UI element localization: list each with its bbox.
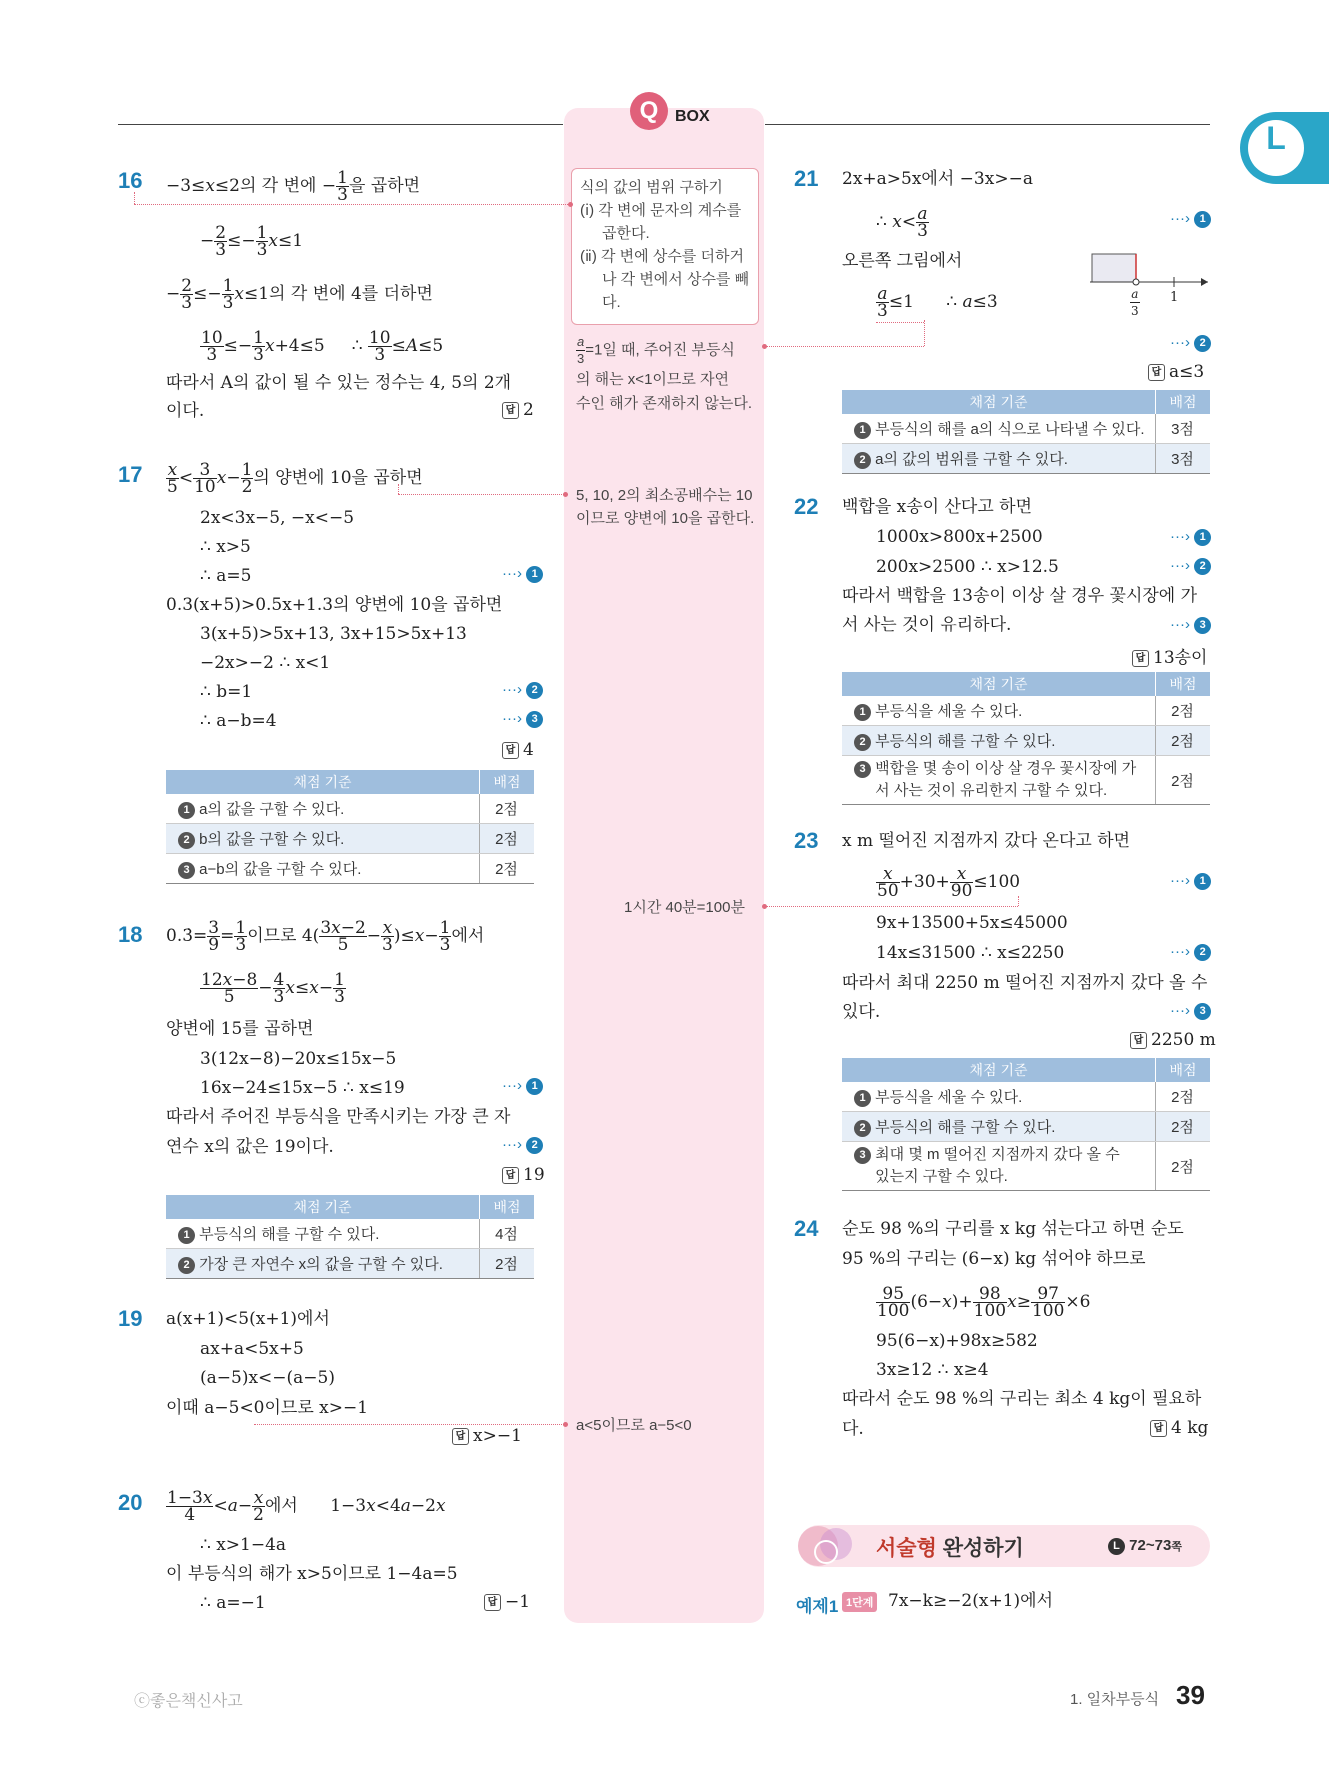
- side-note1-line4: 나 각 변에서 상수를 빼: [602, 271, 750, 288]
- rubric-row: 1 부등식의 해를 구할 수 있다. 4점: [166, 1219, 534, 1249]
- p23-answer: 답 2250 m: [1130, 1030, 1216, 1050]
- arrow-icon: [1201, 278, 1208, 286]
- rubric-header-score: 배점: [1156, 672, 1211, 696]
- banner-decoration-icon: [796, 1518, 866, 1574]
- p21-ref2: ···› 2: [1170, 334, 1211, 352]
- p19-line1: a(x+1)<5(x+1)에서: [166, 1309, 330, 1329]
- p22-ref2: ···› 2: [1170, 557, 1211, 575]
- side-note2-line1: $\frac{a}{3}$ =1일 때, 주어진 부등식: [577, 334, 735, 366]
- rubric-row: 2 b의 값을 구할 수 있다. 2점: [166, 824, 534, 854]
- leader-line: [134, 204, 570, 205]
- leader-line: [398, 494, 568, 495]
- p17-rubric: [166, 770, 534, 884]
- leader-line: [766, 346, 924, 347]
- rubric-row: 2 a의 값의 범위를 구할 수 있다. 3점: [842, 444, 1210, 474]
- p23-rubric: [842, 1058, 1210, 1191]
- side-note5: a<5이므로 a−5<0: [576, 1417, 692, 1434]
- p23-line4: 14x≤31500 ∴ x≤2250: [876, 943, 1065, 963]
- p24-line6: 따라서 순도 98 %의 구리는 최소 4 kg이 필요하: [842, 1389, 1202, 1409]
- p24-line2: 95 %의 구리는 (6−x) kg 섞어야 하므로: [842, 1249, 1146, 1269]
- p19-answer: 답 x>−1: [452, 1426, 522, 1446]
- problem-number-18: 18: [118, 922, 143, 947]
- side-note3-line2: 이므로 양변에 10을 곱한다.: [576, 510, 755, 527]
- leader-line: [766, 906, 1018, 907]
- p18-ref1: ···› 1: [502, 1077, 543, 1095]
- p18-line6: 따라서 주어진 부등식을 만족시키는 가장 큰 자: [166, 1107, 511, 1127]
- p22-rubric: [842, 672, 1210, 805]
- problem-number-24: 24: [794, 1216, 819, 1241]
- p17-line6: 3(x+5)>5x+13, 3x+15>5x+13: [200, 624, 467, 644]
- p18-line2: $\frac{12x-8}{5}$ − $\frac{4}{3}$ x≤x− $\frac{1}{3}$: [201, 970, 345, 1007]
- rubric-header-criteria: 채점 기준: [166, 770, 480, 794]
- rubric-header-criteria: 채점 기준: [842, 390, 1156, 414]
- p17-ref3: ···› 3: [502, 710, 543, 728]
- p21-ref1: ···› 1: [1170, 210, 1211, 228]
- p23-ref2: ···› 2: [1170, 943, 1211, 961]
- tab-circle-icon: [1248, 120, 1304, 176]
- p22-line3: 200x>2500 ∴ x>12.5: [876, 557, 1059, 577]
- p16-answer: 답 2: [502, 400, 534, 420]
- side-note2-line2: 의 해는 x<1이므로 자연: [576, 371, 730, 388]
- page-number: 39: [1176, 1680, 1205, 1710]
- p22-ref3: ···› 3: [1170, 616, 1211, 634]
- problem-number-21: 21: [794, 166, 819, 191]
- problem-number-16: 16: [118, 168, 143, 193]
- rubric-header-criteria: 채점 기준: [842, 1058, 1156, 1082]
- p19-line3: (a−5)x<−(a−5): [200, 1368, 335, 1388]
- rubric-row: 1 부등식의 해를 a의 식으로 나타낼 수 있다. 3점: [842, 414, 1210, 444]
- answer-icon: 답: [1132, 650, 1149, 667]
- leader-line: [924, 320, 925, 346]
- banner-title: [876, 1532, 1024, 1562]
- p20-line1: $\frac{1-3x}{4}$ <a− $\frac{x}{2}$ 에서 1−3x<4a−2x: [167, 1488, 446, 1525]
- number-line-graph: [1090, 248, 1210, 320]
- side-note1-title: 식의 값의 범위 구하기: [580, 179, 723, 196]
- banner-ref-icon: L: [1108, 1538, 1125, 1555]
- open-point: [1133, 279, 1139, 285]
- rubric-header-criteria: 채점 기준: [166, 1195, 480, 1219]
- problem-number-22: 22: [794, 494, 819, 519]
- p23-line3: 9x+13500+5x≤45000: [876, 913, 1068, 933]
- leader-dot: [563, 1422, 568, 1427]
- p16-line2: − $\frac{2}{3}$ ≤− $\frac{1}{3}$ x≤1: [200, 223, 304, 260]
- leader-dot: [762, 344, 767, 349]
- p17-line2: 2x<3x−5, −x<−5: [200, 508, 355, 528]
- p24-answer: 답 4 kg: [1150, 1418, 1208, 1438]
- p19-line4: 이때 a−5<0이므로 x>−1: [166, 1398, 369, 1418]
- p17-ref2: ···› 2: [502, 681, 543, 699]
- rubric-row: 2 가장 큰 자연수 x의 값을 구할 수 있다. 2점: [166, 1249, 534, 1279]
- rubric-header-criteria: 채점 기준: [842, 672, 1156, 696]
- problem-number-23: 23: [794, 828, 819, 853]
- p18-line7: 연수 x의 값은 19이다.: [166, 1137, 334, 1157]
- leader-line: [134, 192, 135, 204]
- side-note3-line1: 5, 10, 2의 최소공배수는 10: [576, 487, 753, 504]
- p16-line5: 따라서 A의 값이 될 수 있는 정수는 4, 5의 2개: [166, 373, 512, 393]
- leader-line: [254, 1424, 568, 1425]
- p16-line3: − $\frac{2}{3}$ ≤− $\frac{1}{3}$ x≤1의 각 변에 4를 더하면: [166, 276, 433, 313]
- footer-copyright: ⓒ좋은책신사고: [134, 1693, 243, 1710]
- p23-ref1: ···› 1: [1170, 872, 1211, 890]
- p22-line1: 백합을 x송이 산다고 하면: [842, 497, 1033, 517]
- p17-line1: $\frac{x}{5}$ < $\frac{3}{10}$ x− $\frac{1}{2}$ 의 양변에 10을 곱하면: [167, 460, 423, 497]
- side-note1-line3: (ⅱ) 각 변에 상수를 더하거: [580, 248, 744, 265]
- p19-line2: ax+a<5x+5: [200, 1339, 304, 1359]
- p17-line8: ∴ b=1: [200, 682, 253, 702]
- answer-icon: 답: [502, 742, 519, 759]
- answer-icon: 답: [1130, 1032, 1147, 1049]
- p20-line2: ∴ x>1−4a: [200, 1535, 287, 1555]
- p16-line1: −3≤x≤2의 각 변에 − $\frac{1}{3}$ 을 곱하면: [166, 168, 421, 205]
- footer-chapter: 1. 일차부등식: [1070, 1691, 1160, 1708]
- rubric-row: 1 부등식을 세울 수 있다. 2점: [842, 1082, 1210, 1112]
- p21-rubric: [842, 390, 1210, 474]
- answer-icon: 답: [452, 1428, 469, 1445]
- p18-line1: 0.3̇= $\frac{3}{9}$ = $\frac{1}{3}$ 이므로 4( $\frac{3x-2}{5}$ − $\frac{x}{3}$ )≤x− $\frac{1}{3}$ 에서: [166, 918, 485, 955]
- banner-title-a: 서술형: [876, 1537, 937, 1560]
- p22-line5: 서 사는 것이 유리하다.: [842, 615, 1012, 635]
- rubric-row: 2 부등식의 해를 구할 수 있다. 2점: [842, 726, 1210, 756]
- rubric-header-score: 배점: [1156, 1058, 1211, 1082]
- p22-line4: 따라서 백합을 13송이 이상 살 경우 꽃시장에 가: [842, 586, 1198, 606]
- problem-number-19: 19: [118, 1306, 143, 1331]
- rubric-header-score: 배점: [480, 1195, 535, 1219]
- p18-line3: 양변에 15를 곱하면: [166, 1019, 314, 1039]
- side-note1-line1: (ⅰ) 각 변에 문자의 계수를: [580, 202, 742, 219]
- p23-line1: x m 떨어진 지점까지 갔다 온다고 하면: [842, 831, 1131, 851]
- p18-answer: 답 19: [502, 1165, 545, 1185]
- p22-line2: 1000x>800x+2500: [876, 527, 1043, 547]
- answer-icon: 답: [1148, 364, 1165, 381]
- tab-letter: L: [1266, 120, 1286, 156]
- p23-ref3: ···› 3: [1170, 1002, 1211, 1020]
- side-note2-line3: 수인 해가 존재하지 않는다.: [576, 395, 753, 412]
- example-step-badge: 1단계: [842, 1592, 877, 1612]
- problem-number-20: 20: [118, 1490, 143, 1515]
- answer-icon: 답: [502, 1167, 519, 1184]
- p20-line3: 이 부등식의 해가 x>5이므로 1−4a=5: [166, 1564, 458, 1584]
- p23-line6: 있다.: [842, 1002, 881, 1022]
- rubric-row: 3 최대 몇 m 떨어진 지점까지 갔다 올 수 있는지 구할 수 있다. 2점: [842, 1142, 1210, 1191]
- p24-line7: 다.: [842, 1419, 864, 1439]
- shaded-region: [1092, 254, 1136, 282]
- banner-page-ref: L 72~73쪽: [1108, 1537, 1182, 1555]
- p17-line9: ∴ a−b=4: [200, 711, 277, 731]
- leader-line: [876, 322, 924, 323]
- rubric-row: 1 부등식을 세울 수 있다. 2점: [842, 696, 1210, 726]
- chapter-tab: [1240, 112, 1329, 184]
- banner-title-b: 완성하기: [936, 1537, 1024, 1560]
- p17-line4: ∴ a=5: [200, 566, 252, 586]
- p20-line4: ∴ a=−1: [200, 1593, 266, 1613]
- p16-line4: $\frac{10}{3}$ ≤− $\frac{1}{3}$ x+4≤5 ∴ $\frac{10}{3}$ ≤A≤5: [201, 328, 444, 365]
- p21-answer: 답 a≤3: [1148, 362, 1204, 382]
- p21-line2: ∴ x< $\frac{a}{3}$: [876, 204, 928, 241]
- p18-rubric: [166, 1195, 534, 1279]
- p18-line5: 16x−24≤15x−5 ∴ x≤19: [200, 1078, 405, 1098]
- p17-line5: 0.3(x+5)>0.5x+1.3의 양변에 10을 곱하면: [166, 595, 503, 615]
- answer-icon: 답: [484, 1594, 501, 1611]
- p24-line4: 95(6−x)+98x≥582: [876, 1331, 1038, 1351]
- p16-line6: 이다.: [166, 401, 205, 421]
- p24-line3: $\frac{95}{100}$ (6−x)+ $\frac{98}{100}$ x≥ $\frac{97}{100}$ ×6: [877, 1284, 1091, 1321]
- p22-answer: 답 13송이: [1132, 643, 1207, 668]
- p17-line3: ∴ x>5: [200, 537, 251, 557]
- leader-dot: [563, 492, 568, 497]
- answer-icon: 답: [502, 402, 519, 419]
- leader-dot: [762, 904, 767, 909]
- p23-line5: 따라서 최대 2250 m 떨어진 지점까지 갔다 올 수: [842, 973, 1208, 993]
- p17-answer: 답 4: [502, 740, 534, 760]
- side-note1-line5: 다.: [602, 294, 621, 311]
- rubric-header-score: 배점: [1156, 390, 1211, 414]
- side-note4: 1시간 40분=100분: [624, 899, 745, 916]
- leader-line: [398, 484, 399, 494]
- example-label: 예제1: [796, 1597, 839, 1616]
- rubric-multiline: 백합을 몇 송이 이상 살 경우 꽃시장에 가 서 사는 것이 유리한지 구할 수 있다.: [875, 760, 1137, 799]
- p18-line4: 3(12x−8)−20x≤15x−5: [200, 1049, 397, 1069]
- p22-ref1: ···› 1: [1170, 528, 1211, 546]
- p17-ref1: ···› 1: [502, 565, 543, 583]
- p18-ref2: ···› 2: [502, 1136, 543, 1154]
- rubric-row: 2 부등식의 해를 구할 수 있다. 2점: [842, 1112, 1210, 1142]
- example-text: 7x−k≥−2(x+1)에서: [888, 1591, 1054, 1611]
- answer-icon: 답: [1150, 1420, 1167, 1437]
- p21-line1: 2x+a>5x에서 −3x>−a: [842, 169, 1033, 189]
- problem-number-17: 17: [118, 462, 143, 487]
- rubric-row: 3 백합을 몇 송이 이상 살 경우 꽃시장에 가 서 사는 것이 유리한지 구할 수 있다. 2점: [842, 756, 1210, 805]
- rubric-row: 3 a−b의 값을 구할 수 있다. 2점: [166, 854, 534, 884]
- side-note1-line2: 곱한다.: [602, 225, 650, 242]
- p24-line1: 순도 98 %의 구리를 x kg 섞는다고 하면 순도: [842, 1219, 1184, 1239]
- p21-line4: $\frac{a}{3}$ ≤1 ∴ a≤3: [877, 284, 998, 321]
- p23-line2: $\frac{x}{50}$ +30+ $\frac{x}{90}$ ≤100: [877, 864, 1021, 901]
- rubric-row: 1 a의 값을 구할 수 있다. 2점: [166, 794, 534, 824]
- rubric-header-score: 배점: [480, 770, 535, 794]
- box-label: BOX: [675, 108, 710, 125]
- number-line-label-1: 1: [1170, 290, 1179, 305]
- p20-answer: 답 −1: [484, 1592, 530, 1612]
- rubric-multiline: 최대 몇 m 떨어진 지점까지 갔다 올 수 있는지 구할 수 있다.: [875, 1146, 1120, 1185]
- leader-dot: [568, 202, 573, 207]
- p24-line5: 3x≥12 ∴ x≥4: [876, 1360, 989, 1380]
- q-badge: Q: [630, 92, 668, 130]
- number-line-label-a: $\frac{a}{3}$: [1131, 287, 1139, 318]
- p17-line7: −2x>−2 ∴ x<1: [200, 653, 331, 673]
- p21-line3: 오른쪽 그림에서: [842, 251, 963, 271]
